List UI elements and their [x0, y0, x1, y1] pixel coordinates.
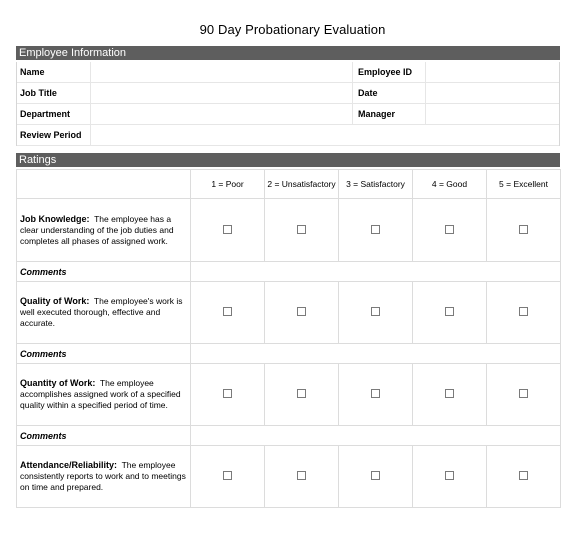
date-field[interactable]: [426, 83, 559, 103]
comments-row: [17, 426, 561, 446]
rating-checkbox[interactable]: [297, 307, 306, 316]
rating-checkbox[interactable]: [519, 225, 528, 234]
manager-label: Manager: [353, 104, 426, 124]
date-label: Date: [353, 83, 426, 103]
header-blank: [17, 170, 191, 199]
info-row-department: [17, 104, 559, 125]
rating-checkbox[interactable]: [297, 225, 306, 234]
rating-checkbox[interactable]: [445, 225, 454, 234]
criterion-description: [17, 364, 191, 426]
criterion-text: The employee accomplishes assigned work of a specified quality within a specified period of time.: [20, 378, 181, 410]
page-title: 90 Day Probationary Evaluation: [199, 22, 386, 37]
criterion-title: Quality of Work:: [20, 296, 90, 306]
department-field[interactable]: [91, 104, 353, 124]
rating-scale-header: [17, 170, 561, 199]
criterion-description: [17, 282, 191, 344]
review-period-field[interactable]: [91, 125, 559, 145]
rating-checkbox[interactable]: [297, 389, 306, 398]
job-title-field[interactable]: [91, 83, 353, 103]
rating-checkbox[interactable]: [445, 307, 454, 316]
criterion-title: Attendance/Reliability:: [20, 460, 118, 470]
rating-checkbox[interactable]: [519, 307, 528, 316]
criterion-title: Job Knowledge:: [20, 213, 90, 224]
rating-checkbox[interactable]: [223, 471, 232, 480]
comments-field[interactable]: [191, 426, 561, 446]
review-period-label: Review Period: [17, 125, 91, 145]
name-label: Name: [17, 62, 91, 82]
criterion-row-job-knowledge: [17, 199, 561, 262]
rating-checkbox[interactable]: [297, 471, 306, 480]
criterion-text: The employee's work is well executed thorough, effective and accurate.: [20, 296, 183, 328]
criterion-row-attendance-reliability: [17, 446, 561, 508]
rating-checkbox[interactable]: [519, 389, 528, 398]
info-row-job-title: [17, 83, 559, 104]
comments-label: Comments: [17, 426, 191, 446]
comments-label: Comments: [17, 344, 191, 364]
name-field[interactable]: [91, 62, 353, 82]
comments-row: [17, 262, 561, 282]
rating-checkbox[interactable]: [223, 307, 232, 316]
job-title-label: Job Title: [17, 83, 91, 103]
criterion-row-quantity-of-work: [17, 364, 561, 426]
employee-info-grid: [16, 62, 560, 146]
criterion-description: [17, 199, 191, 262]
criterion-description: [17, 446, 191, 508]
scale-label: 4 = Good: [413, 170, 487, 199]
rating-checkbox[interactable]: [223, 389, 232, 398]
scale-label: 2 = Unsatisfactory: [265, 170, 339, 199]
rating-checkbox[interactable]: [519, 471, 528, 480]
employee-id-label: Employee ID: [353, 62, 426, 82]
rating-checkbox[interactable]: [371, 471, 380, 480]
rating-checkbox[interactable]: [371, 389, 380, 398]
employee-id-field[interactable]: [426, 62, 559, 82]
criterion-row-quality-of-work: [17, 282, 561, 344]
comments-field[interactable]: [191, 344, 561, 364]
manager-field[interactable]: [426, 104, 559, 124]
scale-label: 5 = Excellent: [487, 170, 561, 199]
rating-checkbox[interactable]: [371, 225, 380, 234]
department-label: Department: [17, 104, 91, 124]
rating-checkbox[interactable]: [371, 307, 380, 316]
criterion-text: The employee has a clear understanding of the job duties and completes all phases of assigned work.: [20, 213, 174, 246]
criterion-text: The employee consistently reports to work and to meetings on time and prepared.: [20, 460, 186, 492]
comments-label: Comments: [17, 262, 191, 282]
info-row-name: [17, 62, 559, 83]
scale-label: 3 = Satisfactory: [339, 170, 413, 199]
section-header-ratings: Ratings: [16, 153, 560, 167]
scale-label: 1 = Poor: [191, 170, 265, 199]
ratings-table: [16, 169, 561, 508]
comments-row: [17, 344, 561, 364]
rating-checkbox[interactable]: [223, 225, 232, 234]
rating-checkbox[interactable]: [445, 471, 454, 480]
rating-checkbox[interactable]: [445, 389, 454, 398]
section-header-employee-information: Employee Information: [16, 46, 560, 60]
criterion-title: Quantity of Work:: [20, 378, 96, 388]
comments-field[interactable]: [191, 262, 561, 282]
info-row-review-period: [17, 125, 559, 146]
